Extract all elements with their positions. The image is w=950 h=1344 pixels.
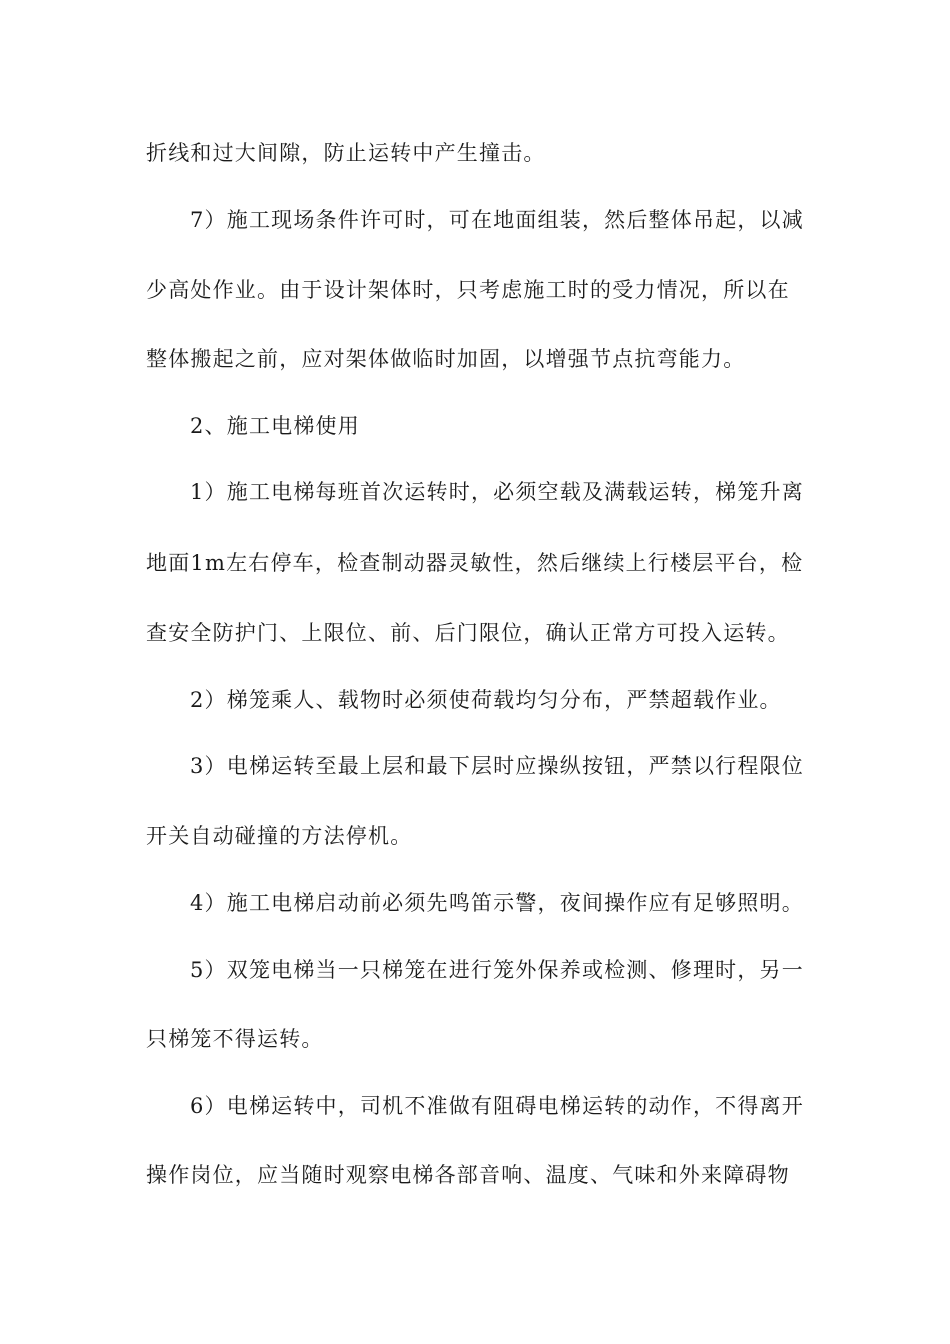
text-line: 3）电梯运转至最上层和最下层时应操纵按钮，严禁以行程限位	[190, 754, 804, 778]
text-line: 折线和过大间隙，防止运转中产生撞击。	[146, 141, 546, 165]
text-line: 开关自动碰撞的方法停机。	[146, 824, 413, 848]
text-line: 地面1m左右停车，检查制动器灵敏性，然后继续上行楼层平台，检	[146, 551, 804, 575]
text-line: 操作岗位，应当随时观察电梯各部音响、温度、气味和外来障碍物	[146, 1163, 790, 1187]
section-heading: 2、施工电梯使用	[190, 414, 360, 438]
text-line: 查安全防护门、上限位、前、后门限位，确认正常方可投入运转。	[146, 621, 790, 645]
text-line: 7）施工现场条件许可时，可在地面组装，然后整体吊起，以减	[190, 208, 804, 232]
text-line: 6）电梯运转中，司机不准做有阻碍电梯运转的动作，不得离开	[190, 1094, 804, 1118]
text-line: 少高处作业。由于设计架体时，只考虑施工时的受力情况，所以在	[146, 278, 790, 302]
text-line: 4）施工电梯启动前必须先鸣笛示警，夜间操作应有足够照明。	[190, 891, 804, 915]
text-line: 整体搬起之前，应对架体做临时加固，以增强节点抗弯能力。	[146, 347, 746, 371]
text-line: 只梯笼不得运转。	[146, 1027, 324, 1051]
text-line: 5）双笼电梯当一只梯笼在进行笼外保养或检测、修理时，另一	[190, 958, 804, 982]
text-line: 1）施工电梯每班首次运转时，必须空载及满载运转，梯笼升离	[190, 480, 804, 504]
text-line: 2）梯笼乘人、载物时必须使荷载均匀分布，严禁超载作业。	[190, 688, 782, 712]
